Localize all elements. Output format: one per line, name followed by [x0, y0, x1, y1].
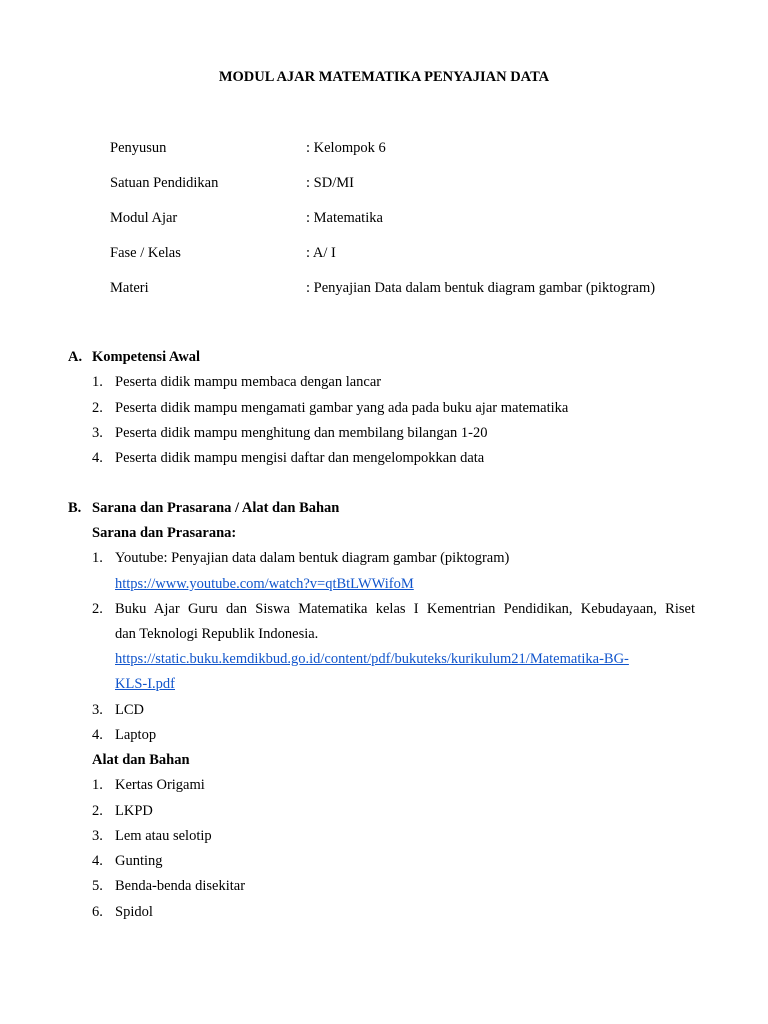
- list-item: Lem atau selotip: [115, 828, 212, 844]
- meta-value: : SD/MI: [306, 175, 354, 191]
- meta-key: Modul Ajar: [110, 210, 178, 226]
- list-number: 3.: [92, 425, 103, 441]
- meta-value: : Kelompok 6: [306, 140, 386, 156]
- alat-bahan-title: Alat dan Bahan: [92, 752, 190, 768]
- section-b-title: Sarana dan Prasarana / Alat dan Bahan: [92, 500, 340, 516]
- meta-key: Penyusun: [110, 140, 167, 156]
- list-number: 4.: [92, 450, 103, 466]
- list-item: Peserta didik mampu membaca dengan lancar: [115, 374, 382, 390]
- buku-pdf-link-continuation[interactable]: KLS-I.pdf: [115, 676, 176, 692]
- list-number: 4.: [92, 853, 103, 869]
- section-a-letter: A.: [68, 349, 83, 365]
- list-item: Gunting: [115, 853, 163, 869]
- list-item: LCD: [115, 702, 144, 718]
- list-item: Peserta didik mampu menghitung dan membilang bilangan 1-20: [115, 425, 488, 441]
- list-number: 3.: [92, 828, 103, 844]
- section-a-title: Kompetensi Awal: [92, 349, 201, 365]
- meta-key: Satuan Pendidikan: [110, 175, 219, 191]
- meta-value: : Penyajian Data dalam bentuk diagram gambar (piktogram): [306, 280, 656, 296]
- list-item: Peserta didik mampu mengamati gambar yang ada pada buku ajar matematika: [115, 400, 569, 416]
- list-item: LKPD: [115, 803, 153, 819]
- meta-value: : A/ I: [306, 245, 336, 261]
- list-number: 6.: [92, 904, 103, 920]
- list-item: Kertas Origami: [115, 777, 205, 793]
- list-number: 2.: [92, 803, 103, 819]
- document-title: MODUL AJAR MATEMATIKA PENYAJIAN DATA: [218, 69, 550, 85]
- list-item: Youtube: Penyajian data dalam bentuk diagram gambar (piktogram): [115, 550, 510, 566]
- list-number: 1.: [92, 550, 103, 566]
- list-number: 2.: [92, 601, 103, 617]
- list-item: Buku Ajar Guru dan Siswa Matematika kelas I Kementrian Pendidikan, Kebudayaan, Riset: [115, 601, 695, 617]
- list-item-continuation: dan Teknologi Republik Indonesia.: [115, 626, 319, 642]
- list-number: 1.: [92, 374, 103, 390]
- section-b-letter: B.: [68, 500, 82, 516]
- meta-value: : Matematika: [306, 210, 383, 226]
- youtube-link[interactable]: https://www.youtube.com/watch?v=qtBtLWWifoM: [115, 576, 414, 592]
- list-item: Benda-benda disekitar: [115, 878, 246, 894]
- buku-pdf-link[interactable]: https://static.buku.kemdikbud.go.id/content/pdf/bukuteks/kurikulum21/Matematika-BG-: [115, 651, 629, 667]
- list-number: 2.: [92, 400, 103, 416]
- list-item: Spidol: [115, 904, 153, 920]
- list-item: Peserta didik mampu mengisi daftar dan mengelompokkan data: [115, 450, 485, 466]
- sarana-title: Sarana dan Prasarana:: [92, 525, 237, 541]
- list-number: 3.: [92, 702, 103, 718]
- meta-key: Materi: [110, 280, 149, 296]
- list-item: Laptop: [115, 727, 157, 743]
- meta-key: Fase / Kelas: [110, 245, 181, 261]
- list-number: 4.: [92, 727, 103, 743]
- list-number: 5.: [92, 878, 103, 894]
- list-number: 1.: [92, 777, 103, 793]
